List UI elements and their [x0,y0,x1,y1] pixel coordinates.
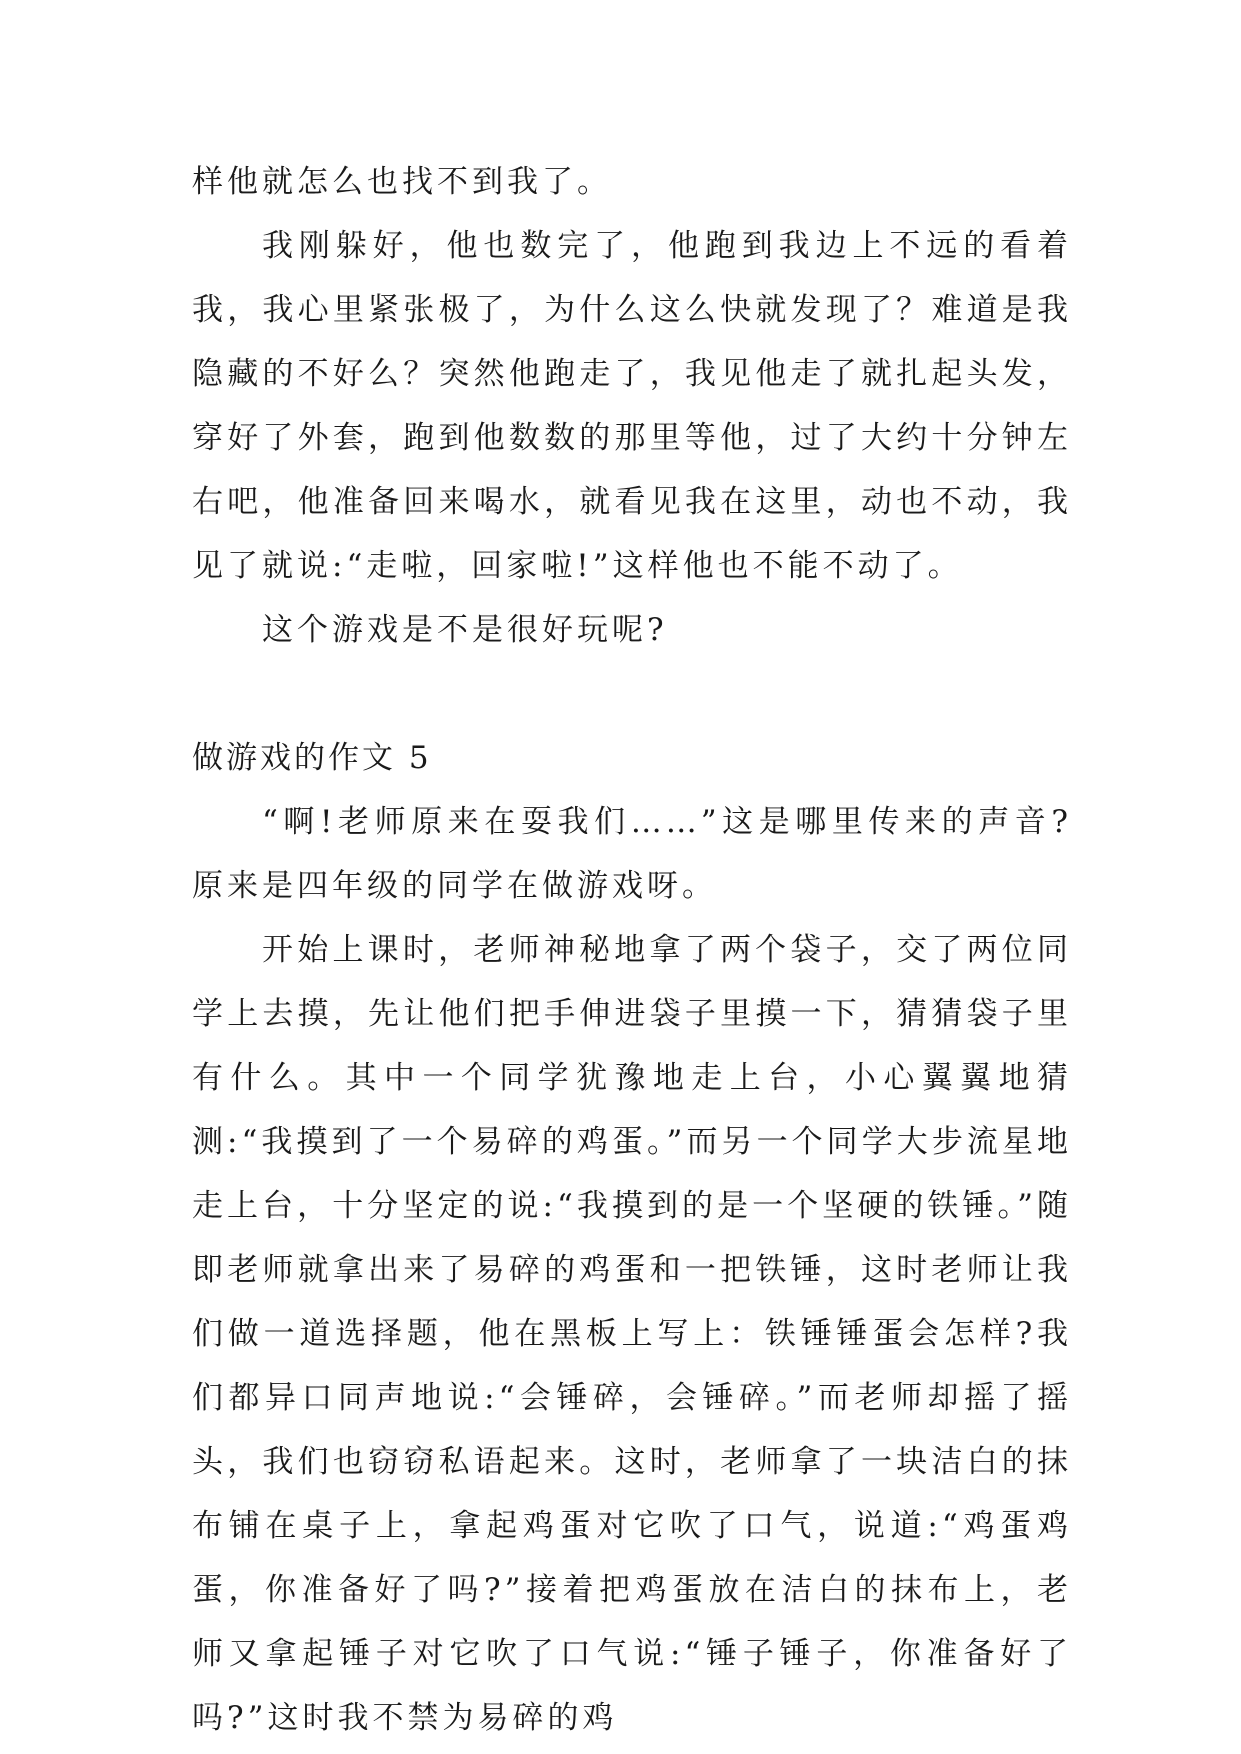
document-page [192,150,1072,1750]
paragraph-hiding: 我刚躲好，他也数完了，他跑到我边上不远的看着我，我心里紧张极了，为什么这么快就发现了？难道是我隐藏的不好么？突然他跑走了，我见他走了就扎起头发，穿好了外套，跑到他数数的那里等他，过了大约十分钟左右吧，他准备回来喝水，就看见我在这里，动也不动，我见了就说:“走啦，回家啦!”这样他也不能不动了。 [192,228,1072,584]
section-title: 做游戏的作文 5 [192,740,432,776]
section-gap [192,662,1072,726]
paragraph-question: 这个游戏是不是很好玩呢? [262,612,668,648]
paragraph-continuation: 样他就怎么也找不到我了。 [192,164,612,200]
paragraph-intro: “啊!老师原来在耍我们……”这是哪里传来的声音?原来是四年级的同学在做游戏呀。 [192,804,1072,904]
paragraph-class-game: 开始上课时，老师神秘地拿了两个袋子，交了两位同学上去摸，先让他们把手伸进袋子里摸一下，猜猜袋子里有什么。其中一个同学犹豫地走上台，小心翼翼地猜测:“我摸到了一个易碎的鸡蛋。”而另一个同学大步流星地走上台，十分坚定的说:“我摸到的是一个坚硬的铁锤。”随即老师就拿出来了易碎的鸡蛋和一把铁锤，这时老师让我们做一道选择题，他在黑板上写上：铁锤锤蛋会怎样?我们都异口同声地说:“会锤碎，会锤碎。”而老师却摇了摇头，我们也窃窃私语起来。这时，老师拿了一块洁白的抹布铺在桌子上，拿起鸡蛋对它吹了口气，说道:“鸡蛋鸡蛋，你准备好了吗?”接着把鸡蛋放在洁白的抹布上，老师又拿起锤子对它吹了口气说:“锤子锤子，你准备好了吗?”这时我不禁为易碎的鸡 [192,932,1072,1736]
